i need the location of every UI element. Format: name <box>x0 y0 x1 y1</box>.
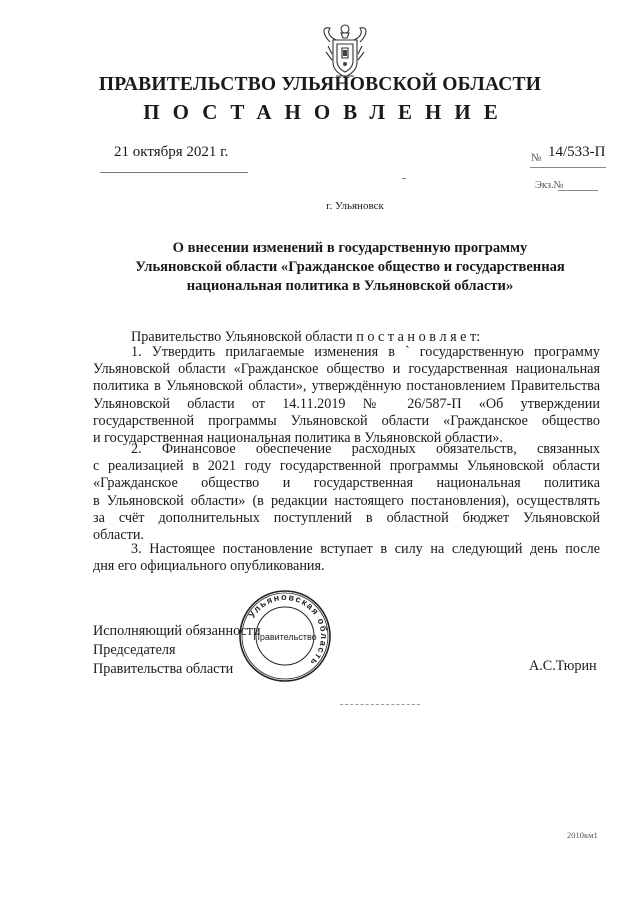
footer-code: 2010км1 <box>567 830 598 840</box>
document-date: 21 октября 2021 г. <box>114 144 229 160</box>
signatory-name: А.С.Тюрин <box>529 658 597 674</box>
document-number: 14/533-П <box>548 144 606 160</box>
copy-number-underline <box>558 190 598 191</box>
organization-name: ПРАВИТЕЛЬСТВО УЛЬЯНОВСКОЙ ОБЛАСТИ <box>98 74 542 95</box>
document-type: ПОСТАНОВЛЕНИЕ <box>143 100 511 124</box>
seal-ring-text: Ульяновская область <box>246 591 330 669</box>
title-line: О внесении изменений в государственную программу <box>172 240 528 256</box>
paragraph-line: государственной программы Ульяновской области «Гражданское общество <box>93 412 600 429</box>
document-title <box>120 239 580 296</box>
paragraph-line: за счёт дополнительных поступлений в областной бюджет Ульяновской <box>93 509 600 526</box>
paragraph-line: Ульяновской области от 14.11.2019 № 26/587-П «Об утверждении <box>93 395 600 412</box>
paragraph-line: 2. Финансовое обеспечение расходных обязательств, связанных <box>131 441 600 457</box>
paragraph-line: «Гражданское общество и государственная национальная политика <box>93 475 600 492</box>
title-line: Ульяновской области «Гражданское общество и государственная <box>135 259 565 275</box>
paragraph-line: и государственная национальная политика в Ульяновской области». <box>93 430 503 447</box>
paragraph-2 <box>93 441 600 544</box>
seal-center-text: Правительство <box>253 632 317 642</box>
signatory-title <box>93 622 261 679</box>
date-underline <box>100 172 248 173</box>
paragraph-3 <box>93 541 600 575</box>
divider-mark <box>402 178 406 179</box>
city: г. Ульяновск <box>326 200 384 212</box>
coat-of-arms-icon <box>316 20 374 80</box>
divider-line <box>340 704 420 705</box>
signatory-line: Правительства области <box>93 661 234 677</box>
number-underline <box>530 167 606 168</box>
official-seal-icon <box>238 589 332 683</box>
paragraph-line: в Ульяновской области» (в редакции настоящего постановления), осуществлять <box>93 492 600 509</box>
title-line: национальная политика в Ульяновской области» <box>186 278 514 294</box>
paragraph-line: 3. Настоящее постановление вступает в силу на следующий день после <box>131 541 600 557</box>
paragraph-line: 1. Утвердить прилагаемые изменения в ` государственную программу <box>131 344 600 360</box>
paragraph-line: с реализацией в 2021 году государственной программы Ульяновской области <box>93 458 600 475</box>
paragraph-line: политика в Ульяновской области», утверждённую постановлением Правительства <box>93 378 600 395</box>
paragraph-line: Ульяновской области «Гражданское общество и государственная национальная <box>93 361 600 378</box>
intro-text: Правительство Ульяновской области п о с т а н о в л я е т: <box>131 329 481 345</box>
paragraph-line: области. <box>93 527 144 544</box>
paragraph-1 <box>93 344 600 447</box>
signatory-line: Исполняющий обязанности <box>93 623 261 639</box>
copy-number-label: Экз.№ <box>535 180 564 191</box>
paragraph-line: дня его официального опубликования. <box>93 558 325 575</box>
signatory-line: Председателя <box>93 642 176 658</box>
number-label: № <box>531 152 542 164</box>
